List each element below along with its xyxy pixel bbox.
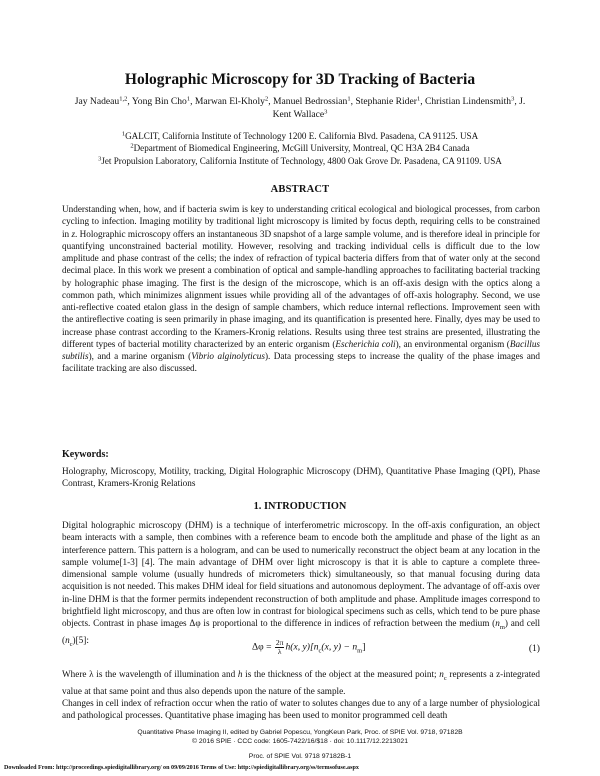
author: Marwan El-Kholy$^2$ [194,95,269,107]
equation-number: (1) [528,643,540,654]
equation-1 [62,637,540,663]
author: Kent Wallace$^3$ [272,108,328,120]
introduction-heading: 1. INTRODUCTION [253,501,347,512]
author: Yong Bin Cho$^1$ [131,95,191,107]
affiliations [40,130,560,167]
affiliation: $^2$Department of Biomedical Engineering, McGill University, Montreal, QC H3A 2B4 Canada [130,142,470,154]
affiliation: $^3$Jet Propulsion Laboratory, California Institute of Technology, 4800 Oak Grove Dr. Pasadena, CA 91109. USA [98,155,502,166]
paper-title: Holographic Microscopy for 3D Tracking of Bacteria [124,71,476,88]
author: Stephanie Rider$^1$ [355,95,421,107]
author: Christian Lindensmith$^3$ [424,95,515,107]
intro-paragraph: Digital holographic microscopy (DHM) is a technique of interferometric microscopy. In the off-axis configuration, an object beam interacts with a sample, then combines with a reference beam to encode both the amplitude and phase of the light as an interference pattern. This pattern is a hologram, and can be used to numerically reconstruct the object beam at any location in the sample volume[1-3] [4]. The main advantage of DHM over light microscopy is that it is able to capture a complete three-dimensional sample volume (usually hundreds of micrometers thick) simultaneously, so that manual focusing during data acquisition is not needed. This makes DHM ideal for field situations and autonomous deployment. The advantage of off-axis over in-line DHM is that the former permits independent reconstruction of both amplitude and phase. Amplitude images correspond to brightfield light microscopy, and thus are often low in contrast for biological specimens such as cells, which tend to be pure phase objects. Contrast in phase images Δφ is proportional to the difference in indices of refraction between the medium $(n_m)$ and cell $(n_c)[5]$: [62,520,541,648]
equation-fraction: $\frac{2\pi}{\lambda}$ [275,638,284,656]
page-number: Proc. of SPIE Vol. 9718 97182B-1 [248,753,352,760]
intro-paragraph: Where λ is the wavelength of illumination and h is the thickness of the object at the measured point; $n_c$ represents a z-integrated value at that same point and thus also depends upon the nature of the sample. [62,669,540,697]
affiliation: $^1$GALCIT, California Institute of Technology 1200 E. California Blvd. Pasadena, CA 91125. USA [121,130,479,141]
citation-footer [0,729,600,746]
author-list: Jay Nadeau$^{1,2}$, Yong Bin Cho$^1$, Marwan El-Kholy$^2$, Manuel Bedrossian$^1$, Stephanie Rider$^1$, Christian Lindensmith$^3$, J. Kent Wallace$^3$ [74,95,526,120]
equation-body: Δφ = $\frac{2\pi}{\lambda}$ h(x, $y)[n_c(x$, $y) - n_m$] [252,638,366,656]
abstract-text: Understanding when, how, and if bacteria swim is key to understanding critical ecological and biological processes, from carbon cycling to infection. Imaging motility by traditional light microscopy is limited by focus depth, requiring cells to be constrained in z. Holographic microscopy offers an instantaneous 3D snapshot of a large sample volume, and is therefore ideal in principle for quantifying unconstrained bacterial motility. However, resolving and tracking individual cells is difficult due to the low amplitude and phase contrast of the cells; the index of refraction of typical bacteria differs from that of water only at the second decimal place. In this work we present a combination of optical and sample-handling approaches to facilitating bacterial tracking by holographic phase imaging. The first is the design of the microscope, which is an off-axis design with the optics along a common path, which minimizes alignment issues while providing all of the advantages of off-axis holography. Second, we use anti-reflective coated etalon glass in the design of sample chambers, which reduce internal reflections. Improvement seen with the antireflective coating is seen primarily in phase imaging, and its quantification is presented here. Finally, dyes may be used to increase phase contrast according to the Kramers-Kronig relations. Results using three test strains are presented, illustrating the different types of bacterial motility characterized by an enteric organism (Escherichia coli), an environmental organism (Bacillus subtilis), and a marine organism (Vibrio alginolyticus). Data processing steps to increase the quality of the phase images and facilitate tracking are also discussed. [62,204,540,374]
author: Manuel Bedrossian$^1$ [273,95,351,107]
abstract-heading: ABSTRACT [270,184,330,195]
keywords-heading: Keywords: [62,449,109,460]
intro-paragraph: Changes in cell index of refraction occur when the ratio of water to solutes changes due to any of a large number of physiological and pathological processes. Quantitative phase imaging has been used to monitor programmed cell death [62,698,540,721]
download-notice: Downloaded From: http://proceedings.spiedigitallibrary.org/ on 09/09/2016 Terms of Use: http://spiedigitallibrary.org/ss/termsofuse.aspx [4,765,359,771]
citation-line: Quantitative Phase Imaging II, edited by Gabriel Popescu, YongKeun Park, Proc. of SPIE Vol. 9718, 97182B [137,729,463,736]
copyright-line: © 2016 SPIE · CCC code: 1605-7422/16/$18 · doi: 10.1117/12.2213021 [192,737,408,745]
keywords-text: Holography, Microscopy, Motility, tracking, Digital Holographic Microscopy (DHM), Quantitative Phase Imaging (QPI), Phase Contrast, Kramers-Kronig Relations [62,466,540,489]
author: Jay Nadeau$^{1,2}$ [74,95,128,107]
